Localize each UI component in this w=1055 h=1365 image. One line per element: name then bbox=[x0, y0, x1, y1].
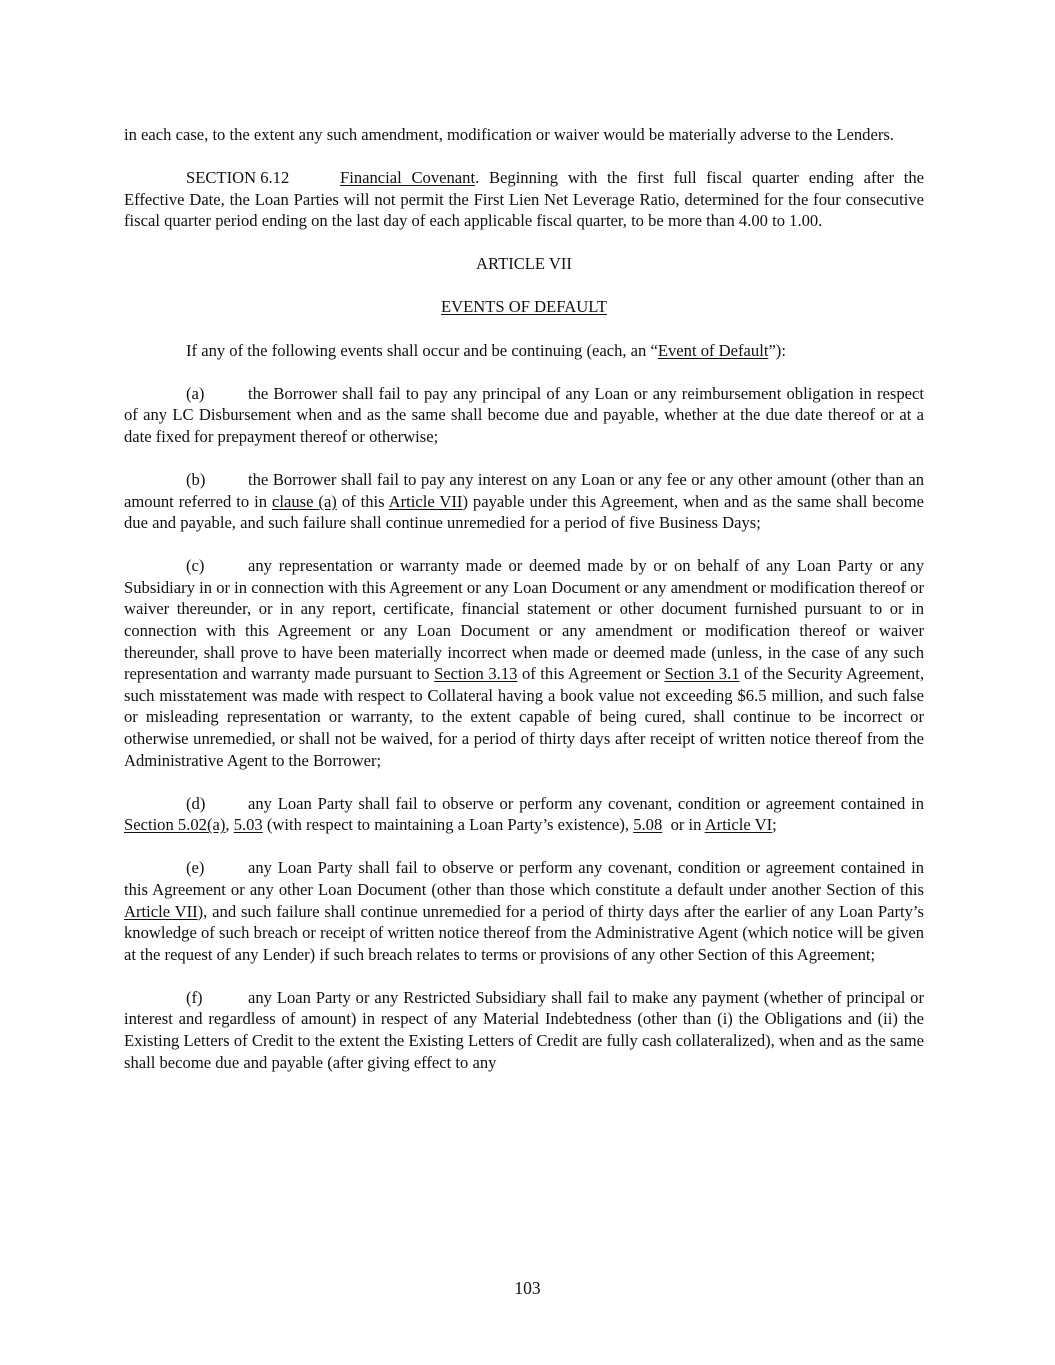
clause-text: ; bbox=[772, 815, 777, 835]
continuation-paragraph: in each case, to the extent any such amendment, modification or waiver would be materially adverse to the Lenders. bbox=[124, 125, 894, 144]
cross-reference: 5.03 bbox=[233, 815, 263, 835]
cross-reference: Section 3.13 bbox=[434, 664, 518, 684]
clause-label: (d) bbox=[186, 793, 206, 813]
intro-text-end: ”): bbox=[768, 340, 786, 360]
clause-c bbox=[124, 555, 924, 771]
clause-a bbox=[124, 383, 924, 448]
clause-text: of the Security Agreement, such misstatement was made with respect to Collateral having a book value not exceeding $6.5 million, and such false or misleading representation or warranty, to the extent capable of being cured, shall continue to be incorrect or otherwise unremedied, or shall not be waived, for a period of thirty days after receipt of written notice thereof from the Administrative Agent to the Borrower; bbox=[124, 664, 924, 770]
clause-text: any Loan Party shall fail to observe or perform any covenant, condition or agreement contained in this Agreement or any other Loan Document (other than those which constitute a default under another Section of this bbox=[124, 858, 924, 899]
clause-text: (with respect to maintaining a Loan Party’s existence), bbox=[262, 815, 634, 835]
article-title bbox=[124, 296, 924, 318]
clause-e bbox=[124, 857, 924, 965]
cross-reference: Article VI bbox=[704, 815, 773, 835]
clause-text: or in bbox=[662, 815, 705, 835]
defined-term-event-of-default: Event of Default bbox=[657, 340, 769, 360]
clause-d bbox=[124, 793, 924, 836]
clause-text: the Borrower shall fail to pay any principal of any Loan or any reimbursement obligation in respect of any LC Disbursement when and as the same shall become due and payable, whether at the due date thereof or at a date fixed for prepayment thereof or otherwise; bbox=[124, 383, 924, 446]
cross-reference: Article VII bbox=[388, 491, 463, 511]
clause-text: any Loan Party shall fail to observe or perform any covenant, condition or agreement contained in bbox=[248, 793, 924, 813]
clause-text: any representation or warranty made or deemed made by or on behalf of any Loan Party or any Subsidiary in or in connection with this Agreement or any Loan Document or any amendment or modification thereof or waiver thereunder, or in any report, certificate, financial statement or other document furnished pursuant to or in connection with this Agreement or any Loan Document or any amendment or modification thereof or waiver thereunder, shall prove to have been materially incorrect when made or deemed made (unless, in the case of any such representation and warranty made pursuant to bbox=[124, 556, 924, 684]
cross-reference: Section 5.02(a) bbox=[124, 815, 226, 835]
clause-text: the Borrower shall fail to pay any interest on any Loan or any fee or any other amount (other than an amount referred to in bbox=[124, 469, 924, 511]
clause-text: , bbox=[225, 815, 234, 835]
clause-label: (e) bbox=[186, 858, 205, 878]
clause-text: ) payable under this Agreement, when and as the same shall become due and payable, and such failure shall continue unremedied for a period of five Business Days; bbox=[124, 491, 924, 533]
section-6-12-paragraph bbox=[124, 167, 924, 232]
clause-text: any Loan Party or any Restricted Subsidiary shall fail to make any payment (whether of principal or interest and regardless of amount) in respect of any Material Indebtedness (other than (i) the Obligations and (ii) the Existing Letters of Credit to the extent the Existing Letters of Credit are fully cash collateralized), when and as the same shall become due and payable (after giving effect to any bbox=[124, 987, 924, 1072]
section-body: . Beginning with the first full fiscal quarter ending after the Effective Date, the Loan Parties will not permit the First Lien Net Leverage Ratio, determined for the four consecutive fiscal quarter period ending on the last day of each applicable fiscal quarter, to be more than 4.00 to 1.00. bbox=[124, 168, 924, 231]
cross-reference: clause (a) bbox=[271, 491, 337, 511]
section-number: SECTION 6.12 bbox=[186, 168, 290, 188]
clause-text: of this bbox=[336, 491, 389, 511]
cross-reference: 5.08 bbox=[633, 815, 663, 835]
section-heading: Financial Covenant bbox=[340, 168, 476, 188]
intro-text: If any of the following events shall occur and be continuing (each, an “ bbox=[186, 340, 658, 360]
article-number: ARTICLE VII bbox=[476, 254, 572, 274]
document-page bbox=[124, 124, 924, 1073]
clause-b bbox=[124, 469, 924, 534]
clause-text: ), and such failure shall continue unremedied for a period of thirty days after the earlier of any Loan Party’s knowledge of such breach or receipt of written notice thereof from the Administrative Agent (which notice will be given at the request of any Lender) if such breach relates to terms or provisions of any other Section of this Agreement; bbox=[124, 901, 924, 964]
page-number: 103 bbox=[514, 1278, 541, 1298]
clause-label: (a) bbox=[186, 383, 205, 403]
clause-label: (f) bbox=[186, 987, 203, 1007]
article-title-text: EVENTS OF DEFAULT bbox=[441, 297, 607, 317]
clause-label: (b) bbox=[186, 469, 206, 489]
clause-f bbox=[124, 987, 924, 1073]
clause-label: (c) bbox=[186, 556, 205, 576]
cross-reference: Section 3.1 bbox=[664, 664, 740, 684]
cross-reference: Article VII bbox=[124, 901, 198, 921]
intro-paragraph bbox=[124, 340, 924, 362]
clause-text: of this Agreement or bbox=[517, 664, 665, 684]
